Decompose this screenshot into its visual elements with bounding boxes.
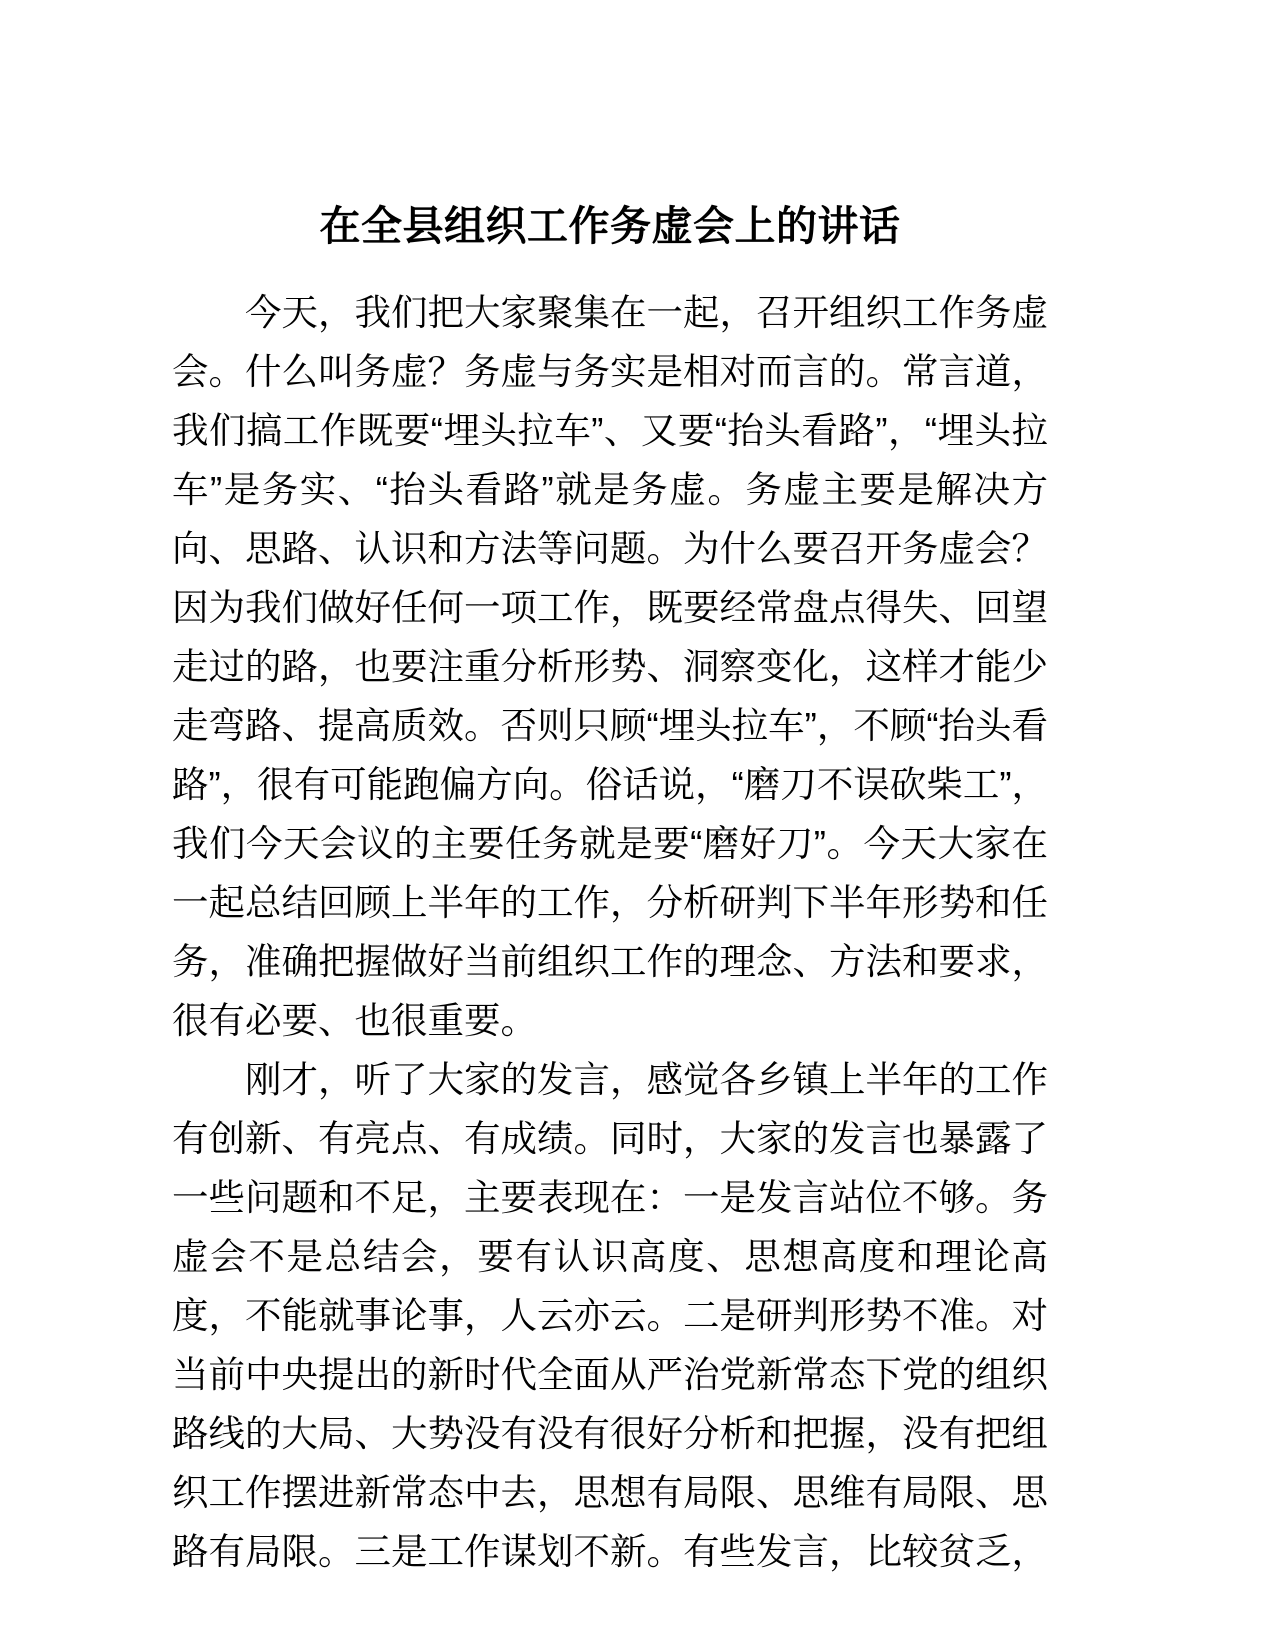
paragraph-text: 刚才，听了大家的发言，感觉各乡镇上半年的工作有创新、有亮点、有成绩。同时，大家的发言也暴露了一些问题和不足，主要表现在：一是发言站位不够。务虚会不是总结会，要有认识高度、思想高度和理论高度，不能就事论事，人云亦云。二是研判形势不准。对当前中央提出的新时代全面从严治党新常态下党的组织路线的大局、大势没有没有很好分析和把握，没有把组织工作摆进新常态中去，思想有局限、思维有局限、思路有局限。三是工作谋划不新。有些发言，比较贫乏， (172, 1059, 1048, 1572)
body-paragraph (172, 283, 1048, 1050)
document-body (172, 0, 1048, 1581)
paragraph-text: 今天，我们把大家聚集在一起，召开组织工作务虚会。什么叫务虚？务虚与务实是相对而言的。常言道，我们搞工作既要“埋头拉车”、又要“抬头看路”，“埋头拉车”是务实、“抬头看路”就是务虚。务虚主要是解决方向、思路、认识和方法等问题。为什么要召开务虚会？因为我们做好任何一项工作，既要经常盘点得失、回望走过的路，也要注重分析形势、洞察变化，这样才能少走弯路、提高质效。否则只顾“埋头拉车”，不顾“抬头看路”，很有可能跑偏方向。俗话说，“磨刀不误砍柴工”，我们今天会议的主要任务就是要“磨好刀”。今天大家在一起总结回顾上半年的工作，分析研判下半年形势和任务，准确把握做好当前组织工作的理念、方法和要求，很有必要、也很重要。 (172, 292, 1048, 1041)
page-title: 在全县组织工作务虚会上的讲话 (319, 203, 901, 249)
body-paragraph (172, 1050, 1048, 1581)
